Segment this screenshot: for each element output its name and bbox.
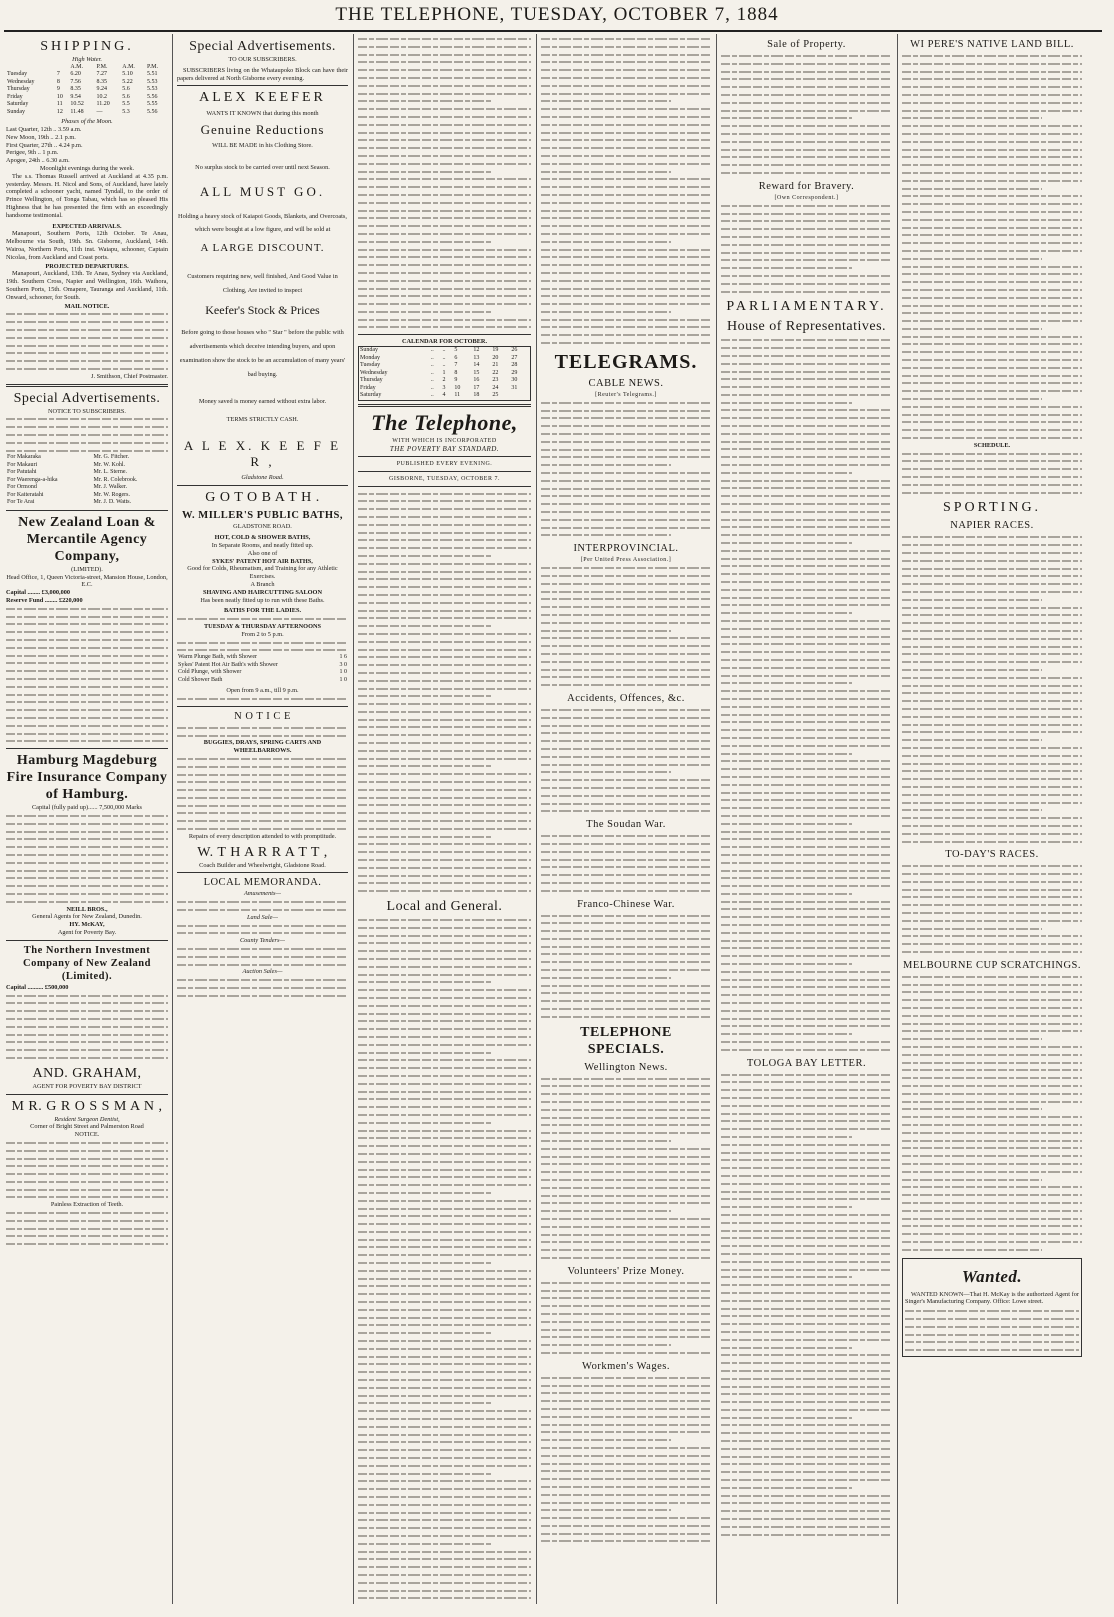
neill-sub: General Agents for New Zealand, Dunedin. [32,913,142,921]
keefer-signature: A L E X. K E E F E R , [183,437,342,469]
calendar-cell: 3 [442,384,446,391]
price-value: 1 6 [339,654,347,661]
column-separator [716,34,717,1604]
nz-loan-limited: (LIMITED). [71,565,103,573]
tide-cell: 8 [56,78,60,85]
price-value: 1 0 [339,669,347,676]
price-item: Cold Plunge, with Shower [178,669,242,676]
volunteers: Volunteers' Prize Money. [567,1265,685,1277]
cable-news: CABLE NEWS. [588,377,664,389]
agent-row [6,484,168,492]
sale-of-property: Sale of Property. [767,39,846,50]
expected-heading: EXPECTED ARRIVALS. [52,222,122,230]
calendar-cell: .. [442,362,446,369]
ladies: BATHS FOR THE LADIES. [223,607,302,615]
calendar-cell: 9 [454,377,458,384]
tide-row [6,79,168,87]
neill-bros: NEILL BROS., [66,905,108,913]
calendar-row [359,347,531,355]
tide-cell: 5.6 [122,86,130,93]
keefer-all-must-go: ALL MUST GO. [199,183,326,199]
column-6 [902,35,1082,1600]
tide-cell: 5.55 [147,101,158,108]
calendar-cell: 23 [492,377,499,384]
tide-col-header [56,64,70,72]
per-united: [Per United Press Association.] [580,557,672,564]
special-ads-heading: Special Advertisements. [13,390,161,406]
price-item: Cold Shower Bath [178,676,223,683]
tide-cell: 7.56 [70,78,81,85]
melbourne-cup: MELBOURNE CUP SCRATCHINGS. [902,959,1081,971]
tide-row [6,71,168,79]
agent-name: Mr. W. Kohl. [93,461,126,468]
moon-item: Apogee, 24th .. 6.30 a.m. [6,157,70,165]
expected-text: Manapouri, Southern Ports, 12th October. Te Anau, Melbourne via South, 19th. Sn. Gisborne, Auckland, 14th. Wairoa, Northern Ports, 11th inst. Waiapu, schooner, Captain Nicolas, from Auckland and Coast ports. [6,230,168,261]
calendar-cell: .. [430,384,434,391]
tide-cell: 10.2 [96,93,107,100]
postmaster-signature: J. Smithson, Chief Postmaster. [91,372,168,380]
tide-cell: 12 [56,108,63,115]
calendar-row [359,370,531,378]
price-item: Warm Plunge Bath, with Shower [178,654,258,661]
franco-chinese: Franco-Chinese War. [577,898,675,910]
shaving: SHAVING AND HAIRCUTTING SALOON [202,588,323,596]
tide-cell: 9.54 [70,93,81,100]
moon-item: Perigee, 9th .. 1 p.m. [6,149,59,157]
tide-cell: 5.22 [122,78,133,85]
calendar-cell: Monday [360,354,380,361]
grossman-address: Corner of Bright Street and Palmerston Road [30,1123,144,1131]
alex-keefer: ALEX KEEFER [199,90,326,106]
parliamentary: PARLIAMENTARY. [726,299,887,315]
keefer-will-be: WILL BE MADE in his Clothing Store. [212,142,313,150]
agent-row [6,454,168,462]
poverty-bay-standard: THE POVERTY BAY STANDARD. [389,444,500,453]
tide-cell: 5.51 [147,71,158,78]
calendar-cell: 24 [492,384,499,391]
tide-row [6,86,168,94]
shipping-paragraph: The s.s. Thomas Russell arrived at Auckland at 4.35 p.m. yesterday. Messrs. H. Nicol and Sons, of Auckland, have lately completed a schooner yacht, named Tyndall, to the order of Prince Wellington, of Tonga Tabau, which has so pleased His Highness that he has presented the firm with an exceedingly handsome testimonial. [6,172,168,219]
moon-heading: Phases of the Moon. [61,118,113,126]
calendar-cell: .. [430,362,434,369]
from-hours: From 2 to 5 p.m. [241,630,284,638]
calendar-cell: .. [430,347,434,354]
calendar-cell: Wednesday [360,369,388,376]
reserve-line: Reserve Fund ........ £220,000 [6,597,83,605]
tide-cell: Thursday [7,86,30,93]
wi-pere-bill: WI PERE'S NATIVE LAND BILL. [910,39,1074,50]
column-separator [353,34,354,1604]
tide-cell: 5.3 [122,108,130,115]
tide-cell: Friday [7,93,23,100]
tide-cell: 8.35 [70,86,81,93]
tide-cell: Saturday [7,101,29,108]
calendar-cell: 10 [454,384,461,391]
tide-cell: 5.6 [122,93,130,100]
calendar-cell: 13 [473,354,480,361]
keefer-gladstone: Gladstone Road. [241,473,284,481]
wellington-news: Wellington News. [584,1061,668,1073]
schedule: SCHEDULE. [973,441,1011,449]
tide-cell: 10 [56,93,63,100]
mail-heading: MAIL NOTICE. [64,302,110,310]
hamburg-capital: Capital (fully paid up)...... 7,500,000 Marks [31,804,142,812]
tide-cell: Wednesday [7,78,35,85]
calendar-cell: 22 [492,369,499,376]
tologa-bay-letter: TOLOGA BAY LETTER. [746,1057,867,1069]
good-for: Good for Colds, Rheumatism, and Training for any Athletic Exercises. [187,565,338,581]
calendar-cell: Thursday [360,377,383,384]
telephone-specials: TELEPHONE SPECIALS. [580,1024,672,1057]
calendar-cell: Sunday [360,347,378,354]
tide-row [6,109,168,117]
tide-cell: 11.48 [70,108,84,115]
coach-builder: Coach Builder and Wheelwright, Gladstone Road. [199,861,326,869]
price-row [177,662,348,670]
grossman-sub: Resident Surgeon Dentist, [54,1115,120,1123]
calendar-cell: 14 [473,362,480,369]
price-value: 3 0 [339,661,347,668]
wanted-heading: Wanted. [961,1266,1023,1286]
sporting: SPORTING. [942,500,1042,516]
tide-col-header: P.M. [96,63,108,70]
calendar-cell: 8 [454,369,458,376]
hamburg-heading: Hamburg Magdeburg Fire Insurance Company of Hamburg. [6,753,168,803]
moon-note: Moonlight evenings during the week. [39,165,135,173]
masthead: THE TELEPHONE, TUESDAY, OCTOBER 7, 1884 [335,4,779,25]
column-separator [897,34,898,1604]
keefer-wants: WANTS IT KNOWN that during this month [206,110,319,118]
tide-cell: 5.10 [122,71,133,78]
notice-subscribers: NOTICE TO SUBSCRIBERS. [48,407,126,415]
moon-item: First Quarter, 27th .. 4.24 p.m. [6,141,83,149]
keefer-stock-prices: Keefer's Stock & Prices [205,302,320,317]
tide-cell: 5.53 [147,86,158,93]
calendar-row [359,355,531,363]
calendar-cell: 16 [473,377,480,384]
branch: A Branch [250,580,275,588]
house-of-reps: House of Representatives. [726,319,887,335]
column-separator [536,34,537,1604]
calendar-row [359,392,531,400]
top-rule [4,30,1102,32]
calendar-row [359,362,531,370]
calendar-cell: Friday [360,384,376,391]
tide-cell: Sunday [7,108,25,115]
tide-row [6,101,168,109]
agent-name: Mr. R. Colebrook. [93,476,138,483]
keefer-before: Before going to those houses who " Star " before the public with advertisements which deceive intending buyers, and upon examination show the stock to be an accumulation of many years' bad buying. [179,328,346,378]
calendar-cell [510,392,530,400]
local-general-heading: Local and General. [386,899,503,915]
agent-row [6,462,168,470]
projected-heading: PROJECTED DEPARTURES. [45,262,129,270]
calendar-cell: Saturday [360,392,382,399]
agent-name: Mr. W. Rogers. [93,491,131,498]
reward-bravery: Reward for Bravery. [758,180,855,192]
agent-place: For Makauri [7,461,38,468]
northern-heading: The Northern Investment Company of New Zealand (Limited). [23,944,151,982]
calendar-cell: 2 [442,377,446,384]
calendar-cell: 26 [511,347,518,354]
mckay: HY. McKAY, [69,921,105,929]
calendar-cell: .. [430,392,434,399]
hot-cold: HOT, COLD & SHOWER BATHS, [214,534,311,542]
column-2 [177,35,348,1600]
keefer-holding: Holding a heavy stock of Kaiapoi Goods, Blankets, and Overcoats, which were bought at a low figure, and will be sold at [178,212,347,233]
price-row [177,654,348,662]
tide-cell: 9 [56,86,60,93]
calendar-cell: 11 [454,392,461,399]
calendar-cell: 6 [454,354,458,361]
calendar-cell: 29 [511,369,518,376]
calendar-cell: 17 [473,384,480,391]
tide-cell: 9.24 [96,86,107,93]
with-which: WITH WHICH IS INCORPORATED [392,437,497,444]
price-item: Sykes' Patent Hot Air Bath's with Shower [178,661,278,668]
interprovincial: INTERPROVINCIAL. [573,543,679,555]
separate-rooms: In Separate Rooms, and neatly fitted up. [211,541,314,549]
tuesday-thursday: TUESDAY & THURSDAY AFTERNOONS [203,622,322,630]
agents-table [6,454,168,507]
special-ads-heading-2: Special Advertisements. [189,39,336,54]
calendar-cell: 31 [511,384,518,391]
tide-cell: 7 [56,71,60,78]
subscribers-paragraph: SUBSCRIBERS living on the Whataupoko Block can have their papers delivered at North Gisborne every evening. [177,66,348,82]
agent-place: For Waerenga-a-hika [7,476,58,483]
paper-title: The Telephone, [371,409,518,435]
agent-row [6,477,168,485]
calendar-cell: 30 [511,377,518,384]
column-1 [6,35,168,1600]
agent-name: Mr. L. Sterne. [93,469,128,476]
calendar-cell: .. [430,369,434,376]
agent-place: For Patutahi [7,469,37,476]
graham-name: AND. GRAHAM, [32,1065,142,1081]
land-sale: Land Sale— [247,913,278,921]
tide-cell: 7.27 [96,71,107,78]
calendar-cell: 19 [492,347,499,354]
tide-cell: 6.20 [70,71,81,78]
painless-extraction: Painless Extraction of Teeth. [50,1201,124,1209]
agent-place: For Te Arai [7,499,35,506]
reuters: [Reuter's Telegrams.] [595,391,657,398]
tide-cell: 5.56 [147,108,158,115]
moon-list [6,126,168,165]
calendar-cell: 7 [454,362,458,369]
calendar-row [359,385,531,393]
keefer-genuine: Genuine Reductions [200,122,325,138]
price-value: 1 0 [339,676,347,683]
published: PUBLISHED EVERY EVENING. [396,460,493,467]
capital-line: Capital ........ £3,000,000 [6,589,71,597]
calendar-cell: 1 [442,369,446,376]
tide-col-header: A.M. [70,63,83,70]
nz-loan-heading: New Zealand Loan & Mercantile Agency Company, [18,514,156,564]
column-5 [721,35,892,1600]
agent-place: For Makaraka [7,454,41,461]
agent-place: For Ormond [7,484,37,491]
tide-cell: 11 [56,101,63,108]
calendar-cell: .. [430,377,434,384]
mckay-sub: Agent for Poverty Bay. [57,928,117,936]
moon-item: New Moon, 19th .. 2.1 p.m. [6,133,76,141]
tide-cell: 5.56 [147,93,158,100]
soudan-war: The Soudan War. [586,819,666,831]
calendar-cell: 15 [473,369,480,376]
tide-table [6,64,168,117]
calendar-cell: 20 [492,354,499,361]
agent-name: Mr. J. D. Watts. [93,499,132,506]
agent-row [6,469,168,477]
grossman-name: M R. G R O S S M A N , [11,1098,163,1114]
agent-name: Mr. J. Walker. [93,484,128,491]
tide-cell: Tuesday [7,71,28,78]
calendar-cell: 5 [454,347,458,354]
tide-heading: High Water. [72,56,102,63]
calendar-cell: Tuesday [360,362,381,369]
shipping-heading: SHIPPING. [40,39,134,54]
keefer-money-saved: Money saved is money earned without extra labor. [198,397,327,405]
tide-cell: 5.53 [147,78,158,85]
projected-text: Manapouri, Auckland, 13th. Te Anau, Sydney via Auckland, 19th. Southern Cross, Napier and Wellington, 16th. Waihora, Southern Ports, 15th. Omapere, Tauranga and Auckland, 11th. Onward, schooner, for South. [6,270,168,301]
tide-row [6,94,168,102]
has-been: Has been neatly fitted up to run with these Baths. [200,596,325,604]
calendar-table [358,346,531,401]
calendar-cell: .. [442,354,446,361]
sykes: SYKES' PATENT HOT AIR BATHS, [212,557,313,565]
to-our-subscribers: TO OUR SUBSCRIBERS. [228,56,297,63]
dateline: GISBORNE, TUESDAY, OCTOBER 7. [389,475,500,482]
column-4 [541,35,711,1600]
calendar-cell: 28 [511,362,518,369]
accidents: Accidents, Offences, &c. [567,692,685,704]
workmens-wages: Workmen's Wages. [582,1360,670,1372]
agent-place: For Kaiteratahi [7,491,44,498]
tharratt: W. T H A R R A T T , [197,844,328,860]
own-correspondent: [Own Correspondent.] [774,194,839,201]
price-row [177,669,348,677]
nz-head-office: Head Office, 1, Queen Victoria-street, Mansion House, London, E.C. [6,573,168,589]
calendar-cell: 25 [492,392,499,399]
wanted-text: WANTED KNOWN—That H. McKay is the authorized Agent for Singer's Manufacturing Company. Office: Lowe street. [905,1290,1079,1306]
tide-col-header: P.M. [147,63,159,70]
tide-cell: 5.5 [122,101,130,108]
calendar-heading: CALENDAR FOR OCTOBER. [401,338,488,346]
county-tenders: County Tenders— [239,937,286,945]
todays-races: TO-DAY'S RACES. [945,849,1039,861]
auction-sales: Auction Sales— [242,968,283,976]
column-3 [358,35,531,1600]
notice-heading: N O T I C E [234,710,291,722]
tide-cell: 8.35 [96,78,107,85]
calendar-cell: 4 [442,392,446,399]
miller-gladstone: GLADSTONE ROAD. [233,523,292,531]
tide-cell: 11.20 [96,101,110,108]
tide-col-header: A.M. [122,63,135,70]
tide-cell: — [96,108,103,115]
column-separator [172,34,173,1604]
keefer-discount: A LARGE DISCOUNT. [200,241,325,254]
agent-name: Mr. G. Fitcher. [93,454,130,461]
miller-baths: W. MILLER'S PUBLIC BATHS, [182,510,343,522]
local-memoranda: LOCAL MEMORANDA. [203,877,322,889]
graham-sub: AGENT FOR POVERTY BAY DISTRICT [32,1082,142,1090]
calendar-cell: 21 [492,362,499,369]
tide-cell: 10.52 [70,101,84,108]
repairs: Repairs of every description attended to with promptitude. [188,832,337,840]
keefer-customers: Customers requiring new, well finished, And Good Value in Clothing, Are invited to inspect [187,272,338,294]
amusements: Amusements— [243,890,282,898]
keefer-ad [177,110,348,481]
telegrams-heading: TELEGRAMS. [554,350,698,373]
calendar-cell: 18 [473,392,480,399]
tide-col-header [6,64,56,72]
capital2-line: Capital .......... £500,000 [6,983,69,991]
keefer-no-surplus: No surplus stock to be carried over until next Season. [195,163,330,171]
calendar-cell: 12 [473,347,480,354]
notice-2: NOTICE. [74,1131,100,1139]
also-one: Also one of [247,549,278,557]
keefer-terms: TERMS STRICTLY CASH. [226,415,299,423]
calendar-row [359,377,531,385]
agent-row [6,492,168,500]
agent-row [6,499,168,507]
open-hours: Open from 9 a.m., till 9 p.m. [226,687,299,695]
price-row [177,677,348,685]
calendar-cell: .. [442,347,446,354]
calendar-cell: .. [430,354,434,361]
wanted-box [902,1258,1082,1357]
calendar-cell: 27 [511,354,518,361]
napier-races: NAPIER RACES. [950,520,1034,532]
moon-item: Last Quarter, 12th .. 3.59 a.m. [6,126,82,134]
buggies: BUGGIES, DRAYS, SPRING CARTS AND WHEELBARROWS. [203,739,322,755]
goto-bath: G O T O B A T H . [205,490,320,506]
bath-prices-table [177,654,348,684]
